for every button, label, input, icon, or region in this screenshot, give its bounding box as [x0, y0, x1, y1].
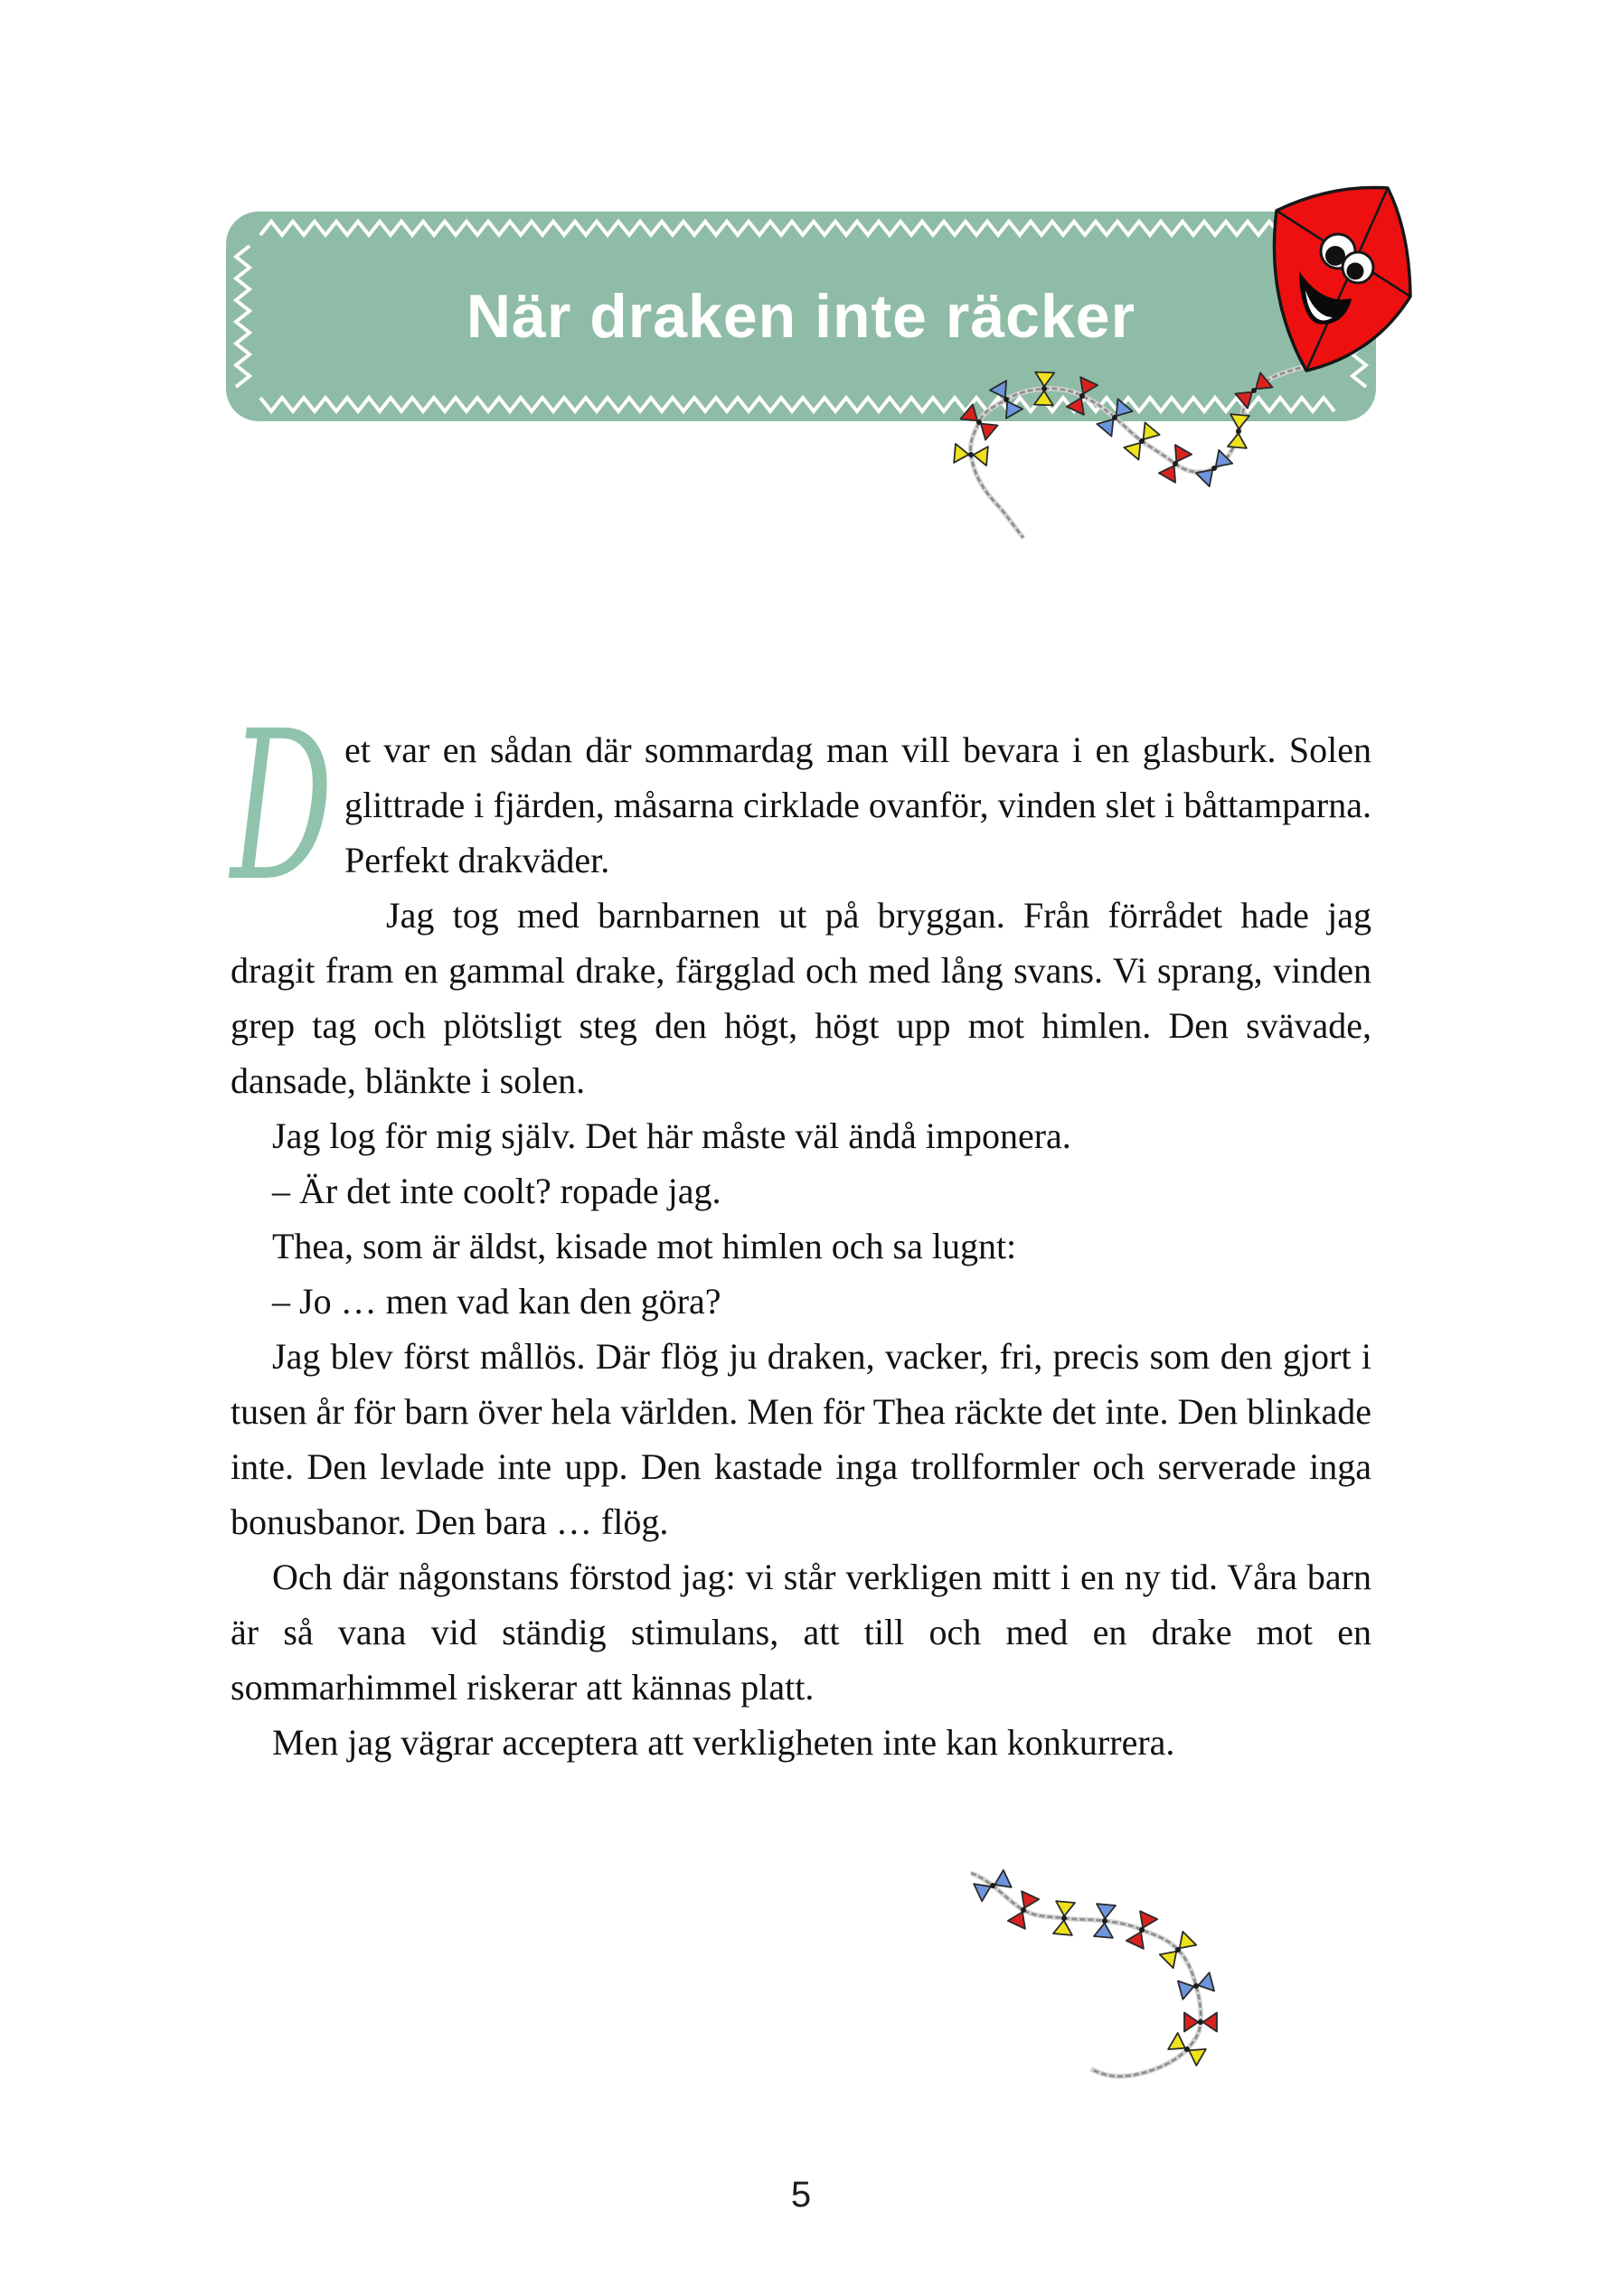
tail-bow-blue: [1196, 450, 1232, 486]
tail-bow-blue: [974, 1870, 1012, 1901]
paragraph: – Jo … men vad kan den göra?: [272, 1281, 721, 1322]
tail-bow-red: [1184, 2013, 1217, 2032]
chapter-banner: [226, 212, 1376, 421]
tail-bow-red: [1126, 1911, 1157, 1949]
tail-bow-yellow: [1168, 2033, 1206, 2065]
tail-bow-yellow: [1053, 1901, 1075, 1935]
paragraph: Och där någonstans förstod jag: vi står verkligen mitt i en ny tid. Våra barn är så vana vid ständig stimulans, att till och med en drake mot en sommarhimmel riskerar att kännas platt.: [231, 1557, 1371, 1708]
kite-tail-lower: [940, 1844, 1230, 2106]
dropcap-letter: D: [231, 686, 334, 927]
tail-bow-red: [1008, 1891, 1039, 1929]
paragraph: Det var en sådan där sommardag man vill bevara i en glasburk. Solen glittrade i fjärden, måsarna cirklade ovanför, vinden slet i båttamparna. Perfekt drakväder.: [231, 686, 1371, 927]
chapter-title: När draken inte räcker: [466, 282, 1136, 351]
tail-bow-yellow: [1160, 1932, 1196, 1968]
tail-bow-red: [1159, 445, 1192, 483]
paragraph: Jag blev först mållös. Där flög ju draken, vacker, fri, precis som den gjort i tusen år för barn över hela världen. Men för Thea räckte det inte. Den blinkade inte. Den levlade inte upp. Den kastade inga trollformler och serverade inga bonusbanor. Den bara … flög.: [231, 1336, 1371, 1542]
paragraph: Jag tog med barnbarnen ut på bryggan. Från förrådet hade jag dragit fram en gammal drake, färgglad och med lång svans. Vi sprang, vinden grep tag och plötsligt steg den högt, högt upp mot himlen. Den svävade, dansade, blänkte i solen.: [231, 895, 1371, 1101]
tail-bow-blue: [1094, 1904, 1116, 1938]
article-body: [231, 686, 1371, 1770]
tail-bow-blue: [1178, 1972, 1214, 2000]
tail-bow-yellow: [954, 444, 988, 466]
paragraph: – Är det inte coolt? ropade jag.: [272, 1171, 721, 1211]
paragraph: Jag log för mig själv. Det här måste väl ändå imponera.: [272, 1115, 1071, 1156]
paragraph: Thea, som är äldst, kisade mot himlen och sa lugnt:: [272, 1226, 1017, 1266]
tail-bow-yellow: [1124, 422, 1159, 459]
page-number: 5: [790, 2175, 812, 2215]
paragraph: Men jag vägrar acceptera att verkligheten inte kan konkurrera.: [272, 1722, 1175, 1763]
